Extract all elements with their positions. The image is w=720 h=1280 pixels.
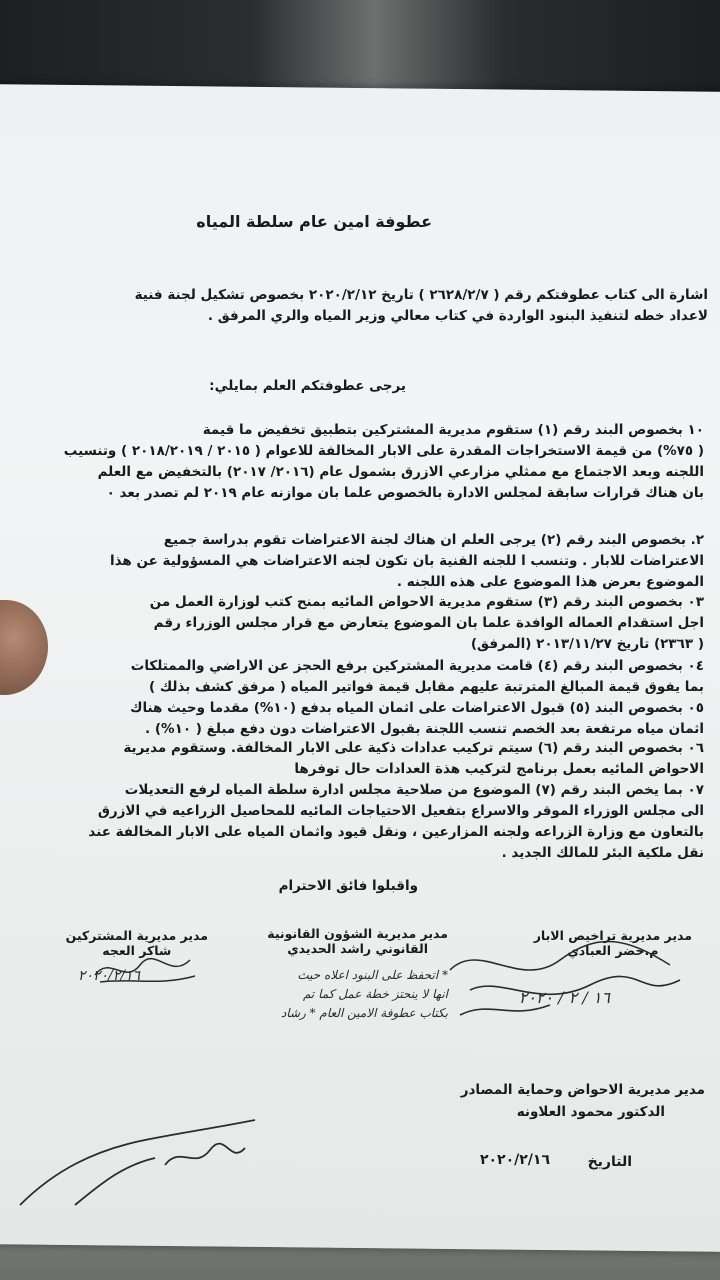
- item-line: بان هناك قرارات سابقة لمجلس الادارة بالخصوص علما بان موازنه عام ٢٠١٩ لم تصدر بعد ٠: [106, 484, 704, 501]
- intro-line: لاعداد خطه لتنفيذ البنود الواردة في كتاب معالي وزير المياه والري المرفق .: [207, 307, 708, 324]
- item-line: اللجنه وبعد الاجتماع مع ممثلي مزارعي الازرق بشمول عام (٢٠١٦/ ٢٠١٧) بالتخفيض مع العلم: [97, 463, 704, 480]
- signature-scribble-left: [90, 950, 200, 990]
- item-1: [64, 420, 704, 504]
- handwritten-date-left: ٢٠٢٠/٢/١٦: [77, 968, 140, 984]
- signature-basins-protection: [461, 1080, 705, 1123]
- handwritten-line: انها لا ينحتز خطة عمل كما تم: [302, 987, 448, 1002]
- item-line: ٠٣ بخصوص البند رقم (٣) ستقوم مديرية الاحواض المائيه بمنح كتب لوزارة العمل من: [149, 594, 704, 610]
- closing-line: واقبلوا فائق الاحترام: [278, 878, 418, 894]
- signature-title: مدير مديرية تراخيص الابار: [533, 928, 692, 943]
- item-3: [150, 592, 704, 655]
- item-line: الاحواض المائيه بعمل برنامج لتركيب هذة العدادات حال توفرها: [294, 760, 704, 777]
- request-line: يرجى عطوفتكم العلم بمايلي:: [209, 378, 406, 394]
- item-line: الاعتراضات للابار . وتنسب ا للجنه الفنية بان تكون لجنه الاعتراضات هي المسؤولية عن هذا: [110, 552, 704, 569]
- handwritten-reservation-note: [281, 966, 448, 1024]
- item-line: ٢. بخصوص البند رقم (٢) يرجى العلم ان هناك لجنة الاعتراضات تقوم بدراسة جميع: [163, 532, 704, 548]
- item-line: ٠٦ بخصوص البند رقم (٦) سيتم تركيب عدادات ذكية على الابار المخالفة. وستقوم مديرية: [123, 740, 704, 756]
- item-line: اجل استقدام العماله الوافدة علما بان الموضوع يتعارض مع قرار مجلس الوزراء رقم: [153, 614, 704, 631]
- item-line: الموضوع بعرض هذا الموضوع على هذه اللجنه .: [396, 573, 704, 590]
- item-line: بما يفوق قيمة المبالغ المترتبة عليهم مقابل قيمة فواتير المياه ( مرفق كشف بذلك ): [148, 678, 704, 695]
- signature-name: الدكتور محمود العلاونه: [516, 1103, 665, 1120]
- signature-scribble-bottom: [15, 1110, 275, 1220]
- item-line: الى مجلس الوزراء الموقر والاسراع بتفعيل الاحتياجات المائيه للمحاصيل الزراعيه في الازرق: [97, 802, 704, 819]
- signature-scribble-right: [440, 930, 690, 1030]
- signature-name: القانوني راشد الحديدي: [287, 941, 429, 956]
- date-value: ٢٠٢٠/٢/١٦: [479, 1152, 550, 1168]
- signature-name: شاكر العجه: [102, 943, 172, 958]
- signature-title: مدير مديرية المشتركين: [65, 928, 208, 943]
- item-line: اثمان مياه مرتفعة بعد الخصم تنسب اللجنة بقبول الاعتراضات دون دفع مبلغ ( ١٠%) .: [145, 720, 704, 737]
- item-line: بالتعاون مع وزارة الزراعه ولجنه المزارعين ، ونقل قيود واثمان المياه على الابار المخالفة عند: [88, 823, 704, 840]
- item-line: ٠٤ بخصوص البند رقم (٤) قامت مديرية المشتركين برفع الحجز عن الاراضي والممتلكات: [130, 658, 704, 674]
- date-label: التاريخ: [587, 1154, 632, 1170]
- intro-line: اشارة الى كتاب عطوفتكم رقم ( ٢٦٢٨/٢/٧ ) تاريخ ٢٠٢٠/٢/١٢ بخصوص تشكيل لجنة فنية: [134, 287, 708, 303]
- item-6: [123, 738, 704, 780]
- item-line: ( ٢٣٦٣) تاريخ ٢٠١٣/١١/٢٧ (المرفق): [470, 635, 704, 652]
- letter-title: عطوفة امين عام سلطة المياه: [196, 212, 432, 231]
- intro-paragraph: [135, 285, 708, 327]
- item-7: [88, 780, 704, 864]
- item-line: ٠٥ بخصوص البند (٥) قبول الاعتراضات على اثمان المياه بدفع (١٠%) مقدما وحيث هناك: [130, 699, 704, 716]
- signature-name: م.خضر العبادي: [567, 943, 659, 958]
- signature-legal-affairs: [267, 926, 448, 956]
- item-line: ( ٧٥%) من قيمة الاستخراجات المقدرة على الابار المخالفة للاعوام ( ٢٠١٥ / ٢٠١٨/٢٠١٩ ) وتنسيب: [63, 442, 704, 459]
- handwritten-line: بكتاب عطوفة الامين العام * رشاد: [280, 1006, 448, 1021]
- item-4-5: [130, 656, 704, 740]
- item-line: نقل ملكية البئر للمالك الجديد .: [501, 844, 704, 861]
- handwritten-line: * اتحفظ على البنود اعلاه حيث: [297, 968, 448, 982]
- handwritten-date-right: ١٦ / ٢ / ٢٠٢٠: [518, 988, 610, 1007]
- item-line: ١٠ بخصوص البند رقم (١) ستقوم مديرية المشتركين بتطبيق تخفيض ما قيمة: [202, 422, 704, 438]
- signature-title: مدير مديرية الشؤون القانونية: [267, 926, 448, 941]
- item-2: [110, 530, 704, 593]
- signature-title: مدير مديرية الاحواض وحماية المصادر: [460, 1082, 705, 1098]
- item-line: ٠٧ بما يخص البند رقم (٧) الموضوع من صلاحية مجلس ادارة سلطة المياه لرفع التعديلات: [124, 782, 704, 798]
